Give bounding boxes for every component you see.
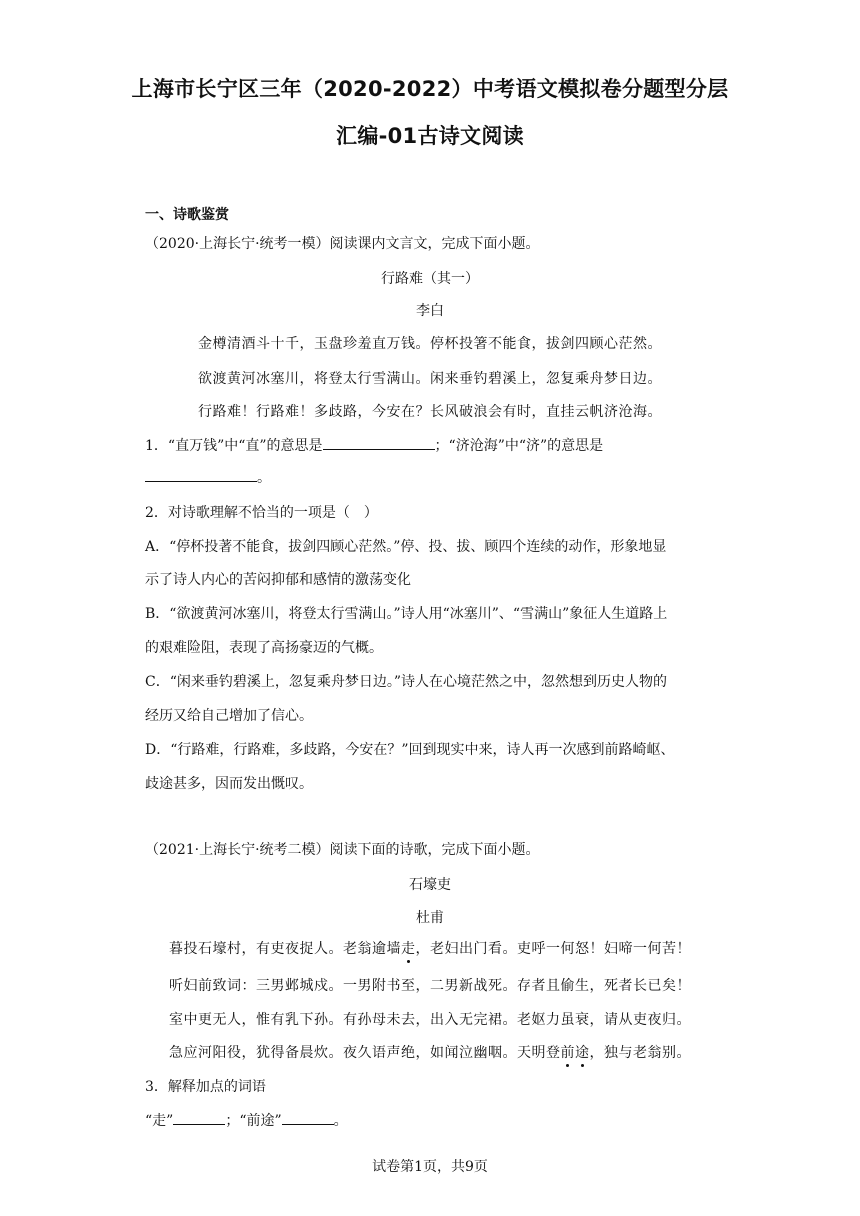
poem-text: ，老妇出门看。吏呼一何怒！妇啼一何苦！ [415,941,691,957]
poem-line: 室中更无人，惟有乳下孙。有孙母未去，出入无完裙。老妪力虽衰，请从吏夜归。 [169,1012,691,1028]
question-3-end: 。 [333,1113,348,1129]
poem-text: 急应河阳役，犹得备晨炊。夜久语声绝，如闻泣幽咽。天明登 [169,1045,561,1061]
option-d-continued: 歧途甚多，因而发出慨叹。 [145,776,313,792]
poem-line: 金樽清酒斗十千，玉盘珍羞直万钱。停杯投箸不能食，拔剑四顾心茫然。 [198,336,662,352]
poem-line [0,1042,860,1062]
poem-line: 欲渡黄河冰塞川，将登太行雪满山。闲来垂钓碧溪上，忽复乘舟梦日边。 [198,371,662,387]
poem-text: ，独与老翁别。 [589,1045,691,1061]
question-3: 3．解释加点的词语 [145,1079,266,1095]
dotted-word: 途 [575,1045,590,1061]
section-heading: 一、诗歌鉴赏 [145,207,229,223]
answer-blank[interactable] [173,1110,225,1125]
question-1-text-b: ；“济沧海”中“济”的意思是 [434,438,604,454]
question-3-word-a: “走” [145,1113,174,1129]
poem-author: 李白 [416,303,444,319]
question-2: 2．对诗歌理解不恰当的一项是（ ） [145,505,378,521]
answer-blank[interactable] [282,1110,334,1125]
page-title-line2: 汇编-01古诗文阅读 [336,124,524,148]
question-1 [145,435,603,455]
dotted-word: 前 [560,1045,575,1061]
poem-line: 听妇前致词：三男邺城戍。一男附书至，二男新战死。存者且偷生，死者长已矣！ [169,978,691,994]
question-1-text-a: 1．“直万钱”中“直”的意思是 [145,438,323,454]
question-3-word-b: ；“前途” [225,1113,282,1129]
option-a-continued: 示了诗人内心的苦闷抑郁和感情的激荡变化 [145,572,411,588]
poem-text: 暮投石壕村，有吏夜捉人。老翁逾墙 [169,941,401,957]
option-c-continued: 经历又给自己增加了信心。 [145,708,313,724]
dotted-word: 走 [401,941,416,957]
poem-line [0,938,860,958]
question-3-answer-line [145,1110,348,1130]
option-d: D．“行路难，行路难，多歧路，今安在？”回到现实中来，诗人再一次感到前路崎岖、 [145,742,675,758]
poem-author: 杜甫 [416,910,444,926]
question-intro: （2021·上海长宁·统考二模）阅读下面的诗歌，完成下面小题。 [145,842,540,858]
answer-blank[interactable] [145,467,257,482]
answer-blank[interactable] [323,435,435,450]
question-intro: （2020·上海长宁·统考一模）阅读课内文言文，完成下面小题。 [145,236,540,252]
option-c: C．“闲来垂钓碧溪上，忽复乘舟梦日边。”诗人在心境茫然之中，忽然想到历史人物的 [145,674,668,690]
question-1-end: 。 [257,470,271,486]
option-b-continued: 的艰难险阻，表现了高扬豪迈的气概。 [145,640,383,656]
poem-line: 行路难！行路难！多歧路，今安在？长风破浪会有时，直挂云帆济沧海。 [198,404,662,420]
poem-title: 行路难（其一） [381,271,479,287]
option-a: A．“停杯投著不能食，拔剑四顾心茫然。”停、投、拔、顾四个连续的动作，形象地显 [145,539,667,555]
question-1-continued [145,467,271,487]
page-title-line1: 上海市长宁区三年（2020-2022）中考语文模拟卷分题型分层 [131,77,729,101]
page-footer: 试卷第1页，共9页 [372,1159,488,1175]
option-b: B．“欲渡黄河冰塞川，将登太行雪满山。”诗人用“冰塞川”、“雪满山”象征人生道路上 [145,606,668,622]
poem-title: 石壕吏 [409,877,451,893]
